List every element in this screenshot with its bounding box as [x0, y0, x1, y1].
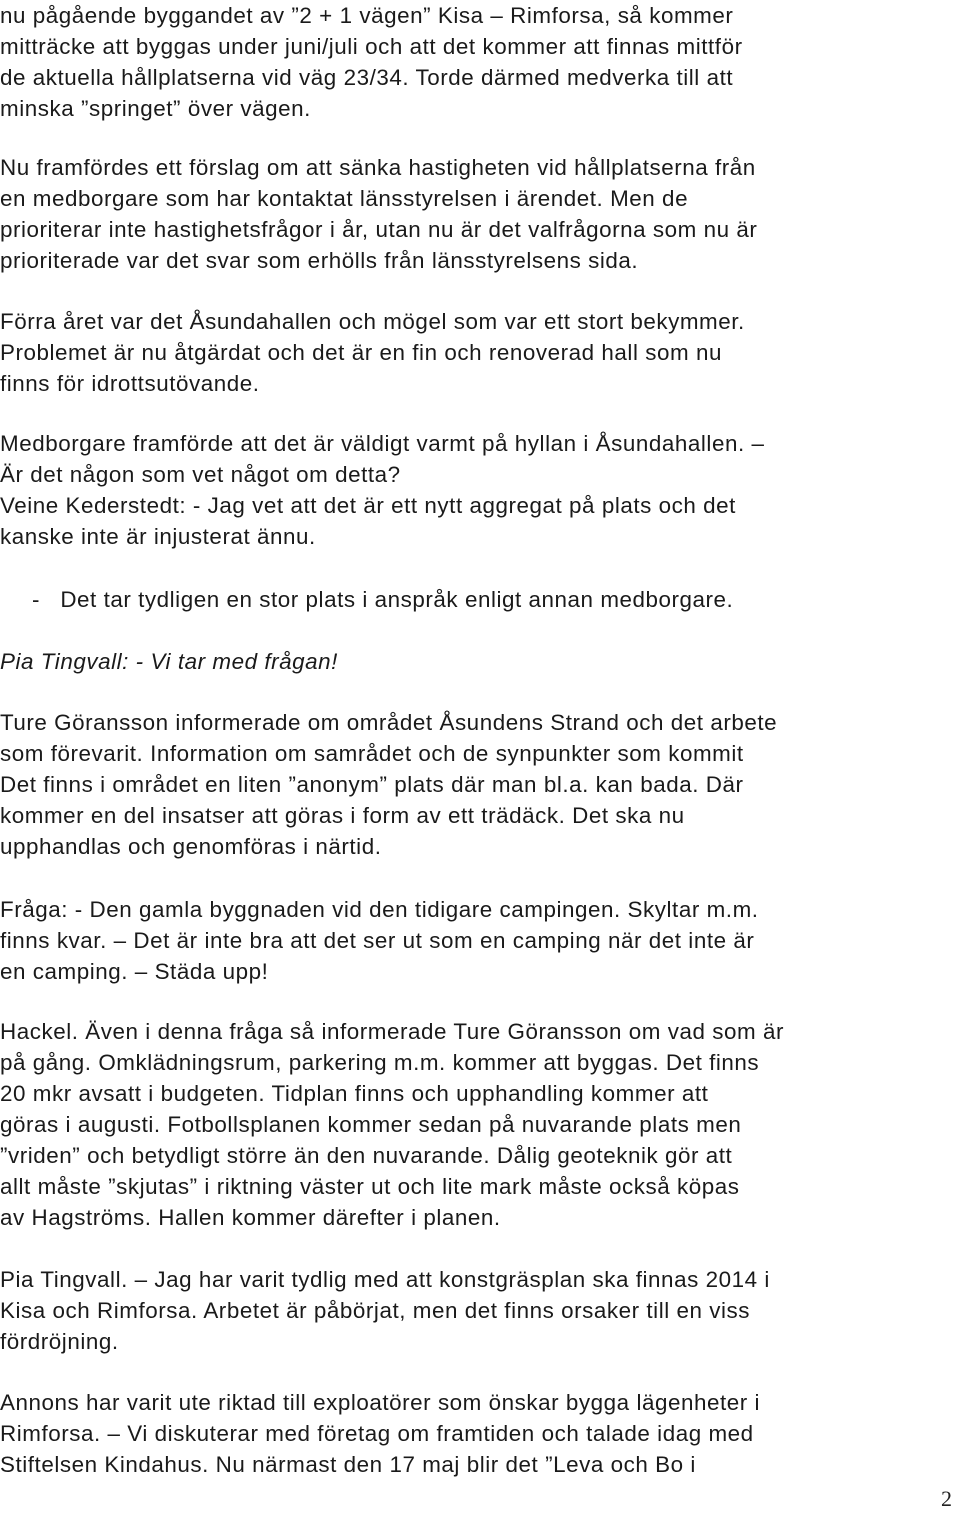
text-line: fördröjning. [0, 1329, 119, 1354]
text-line: upphandlas och genomföras i närtid. [0, 834, 382, 859]
text-line: Problemet är nu åtgärdat och det är en fin och renoverad hall som nu [0, 340, 722, 365]
text-line: allt måste ”skjutas” i riktning väster ut och lite mark måste också köpas [0, 1174, 740, 1199]
text-line: minska ”springet” över vägen. [0, 96, 311, 121]
text-line: kanske inte är injusterat ännu. [0, 524, 316, 549]
text-line: prioriterar inte hastighetsfrågor i år, utan nu är det valfrågorna som nu är [0, 217, 758, 242]
text-line: Det finns i området en liten ”anonym” plats där man bl.a. kan bada. Där [0, 772, 744, 797]
text-line: Kisa och Rimforsa. Arbetet är påbörjat, men det finns orsaker till en viss [0, 1298, 751, 1323]
dash-list-item: - Det tar tydligen en stor plats i anspråk enligt annan medborgare. [32, 587, 734, 612]
text-line: Pia Tingvall. – Jag har varit tydlig med att konstgräsplan ska finnas 2014 i [0, 1267, 770, 1292]
text-line: prioriterade var det svar som erhölls från länsstyrelsens sida. [0, 248, 639, 273]
text-line: av Hagströms. Hallen kommer därefter i planen. [0, 1205, 501, 1230]
text-line: nu pågående byggandet av ”2 + 1 vägen” Kisa – Rimforsa, så kommer [0, 3, 734, 28]
text-line: Nu framfördes ett förslag om att sänka hastigheten vid hållplatserna från [0, 155, 756, 180]
text-line: en camping. – Städa upp! [0, 959, 269, 984]
text-line: Är det någon som vet något om detta? [0, 462, 401, 487]
text-line: en medborgare som har kontaktat länsstyrelsen i ärendet. Men de [0, 186, 689, 211]
text-line: ”vriden” och betydligt större än den nuvarande. Dålig geoteknik gör att [0, 1143, 733, 1168]
text-line: de aktuella hållplatserna vid väg 23/34. Torde därmed medverka till att [0, 65, 734, 90]
text-line: på gång. Omklädningsrum, parkering m.m. kommer att byggas. Det finns [0, 1050, 760, 1075]
text-line: Medborgare framförde att det är väldigt varmt på hyllan i Åsundahallen. – [0, 431, 765, 456]
text-line: göras i augusti. Fotbollsplanen kommer sedan på nuvarande plats men [0, 1112, 742, 1137]
text-line: 20 mkr avsatt i budgeten. Tidplan finns och upphandling kommer att [0, 1081, 709, 1106]
text-line: Pia Tingvall: - Vi tar med frågan! [0, 649, 338, 674]
text-line: Rimforsa. – Vi diskuterar med företag om framtiden och talade idag med [0, 1421, 754, 1446]
text-line: Annons har varit ute riktad till exploatörer som önskar bygga lägenheter i [0, 1390, 761, 1415]
text-line: som förevarit. Information om samrådet och de synpunkter som kommit [0, 741, 744, 766]
text-line: Förra året var det Åsundahallen och mögel som var ett stort bekymmer. [0, 309, 745, 334]
page-number: 2 [941, 1486, 952, 1511]
text-line: kommer en del insatser att göras i form av ett trädäck. Det ska nu [0, 803, 685, 828]
text-line: finns kvar. – Det är inte bra att det ser ut som en camping när det inte är [0, 928, 755, 953]
text-line: mitträcke att byggas under juni/juli och att det kommer att finnas mittför [0, 34, 743, 59]
text-line: Hackel. Även i denna fråga så informerade Ture Göransson om vad som är [0, 1019, 784, 1044]
text-line: Fråga: - Den gamla byggnaden vid den tidigare campingen. Skyltar m.m. [0, 897, 759, 922]
text-line: Veine Kederstedt: - Jag vet att det är ett nytt aggregat på plats och det [0, 493, 736, 518]
text-line: Ture Göransson informerade om området Åsundens Strand och det arbete [0, 710, 778, 735]
text-line: Stiftelsen Kindahus. Nu närmast den 17 maj blir det ”Leva och Bo i [0, 1452, 696, 1477]
text-line: finns för idrottsutövande. [0, 371, 260, 396]
